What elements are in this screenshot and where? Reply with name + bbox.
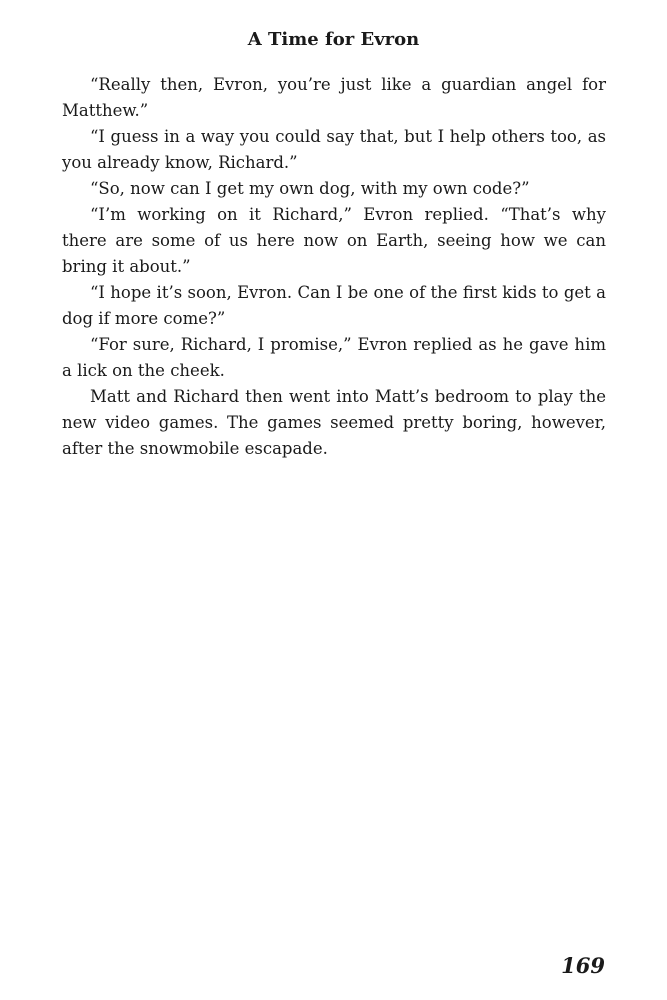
paragraph: “I guess in a way you could say that, but I help others too, as you already know, Richard.” [62, 127, 606, 172]
paragraph: “Really then, Evron, you’re just like a guardian angel for Matthew.” [62, 75, 606, 120]
paragraph: “For sure, Richard, I promise,” Evron replied as he gave him a lick on the cheek. [62, 335, 606, 380]
paragraph: “I hope it’s soon, Evron. Can I be one of the first kids to get a dog if more come?” [62, 283, 606, 328]
paragraph: “I’m working on it Richard,” Evron replied. “That’s why there are some of us here now on Earth, seeing how we can bring it about.” [62, 205, 606, 276]
page-body [62, 72, 606, 462]
paragraph: Matt and Richard then went into Matt’s bedroom to play the new video games. The games seemed pretty boring, however, after the snowmobile escapade. [62, 387, 606, 458]
paragraph: “So, now can I get my own dog, with my own code?” [90, 179, 530, 198]
running-header: A Time for Evron [247, 29, 420, 50]
page-number: 169 [561, 953, 605, 978]
